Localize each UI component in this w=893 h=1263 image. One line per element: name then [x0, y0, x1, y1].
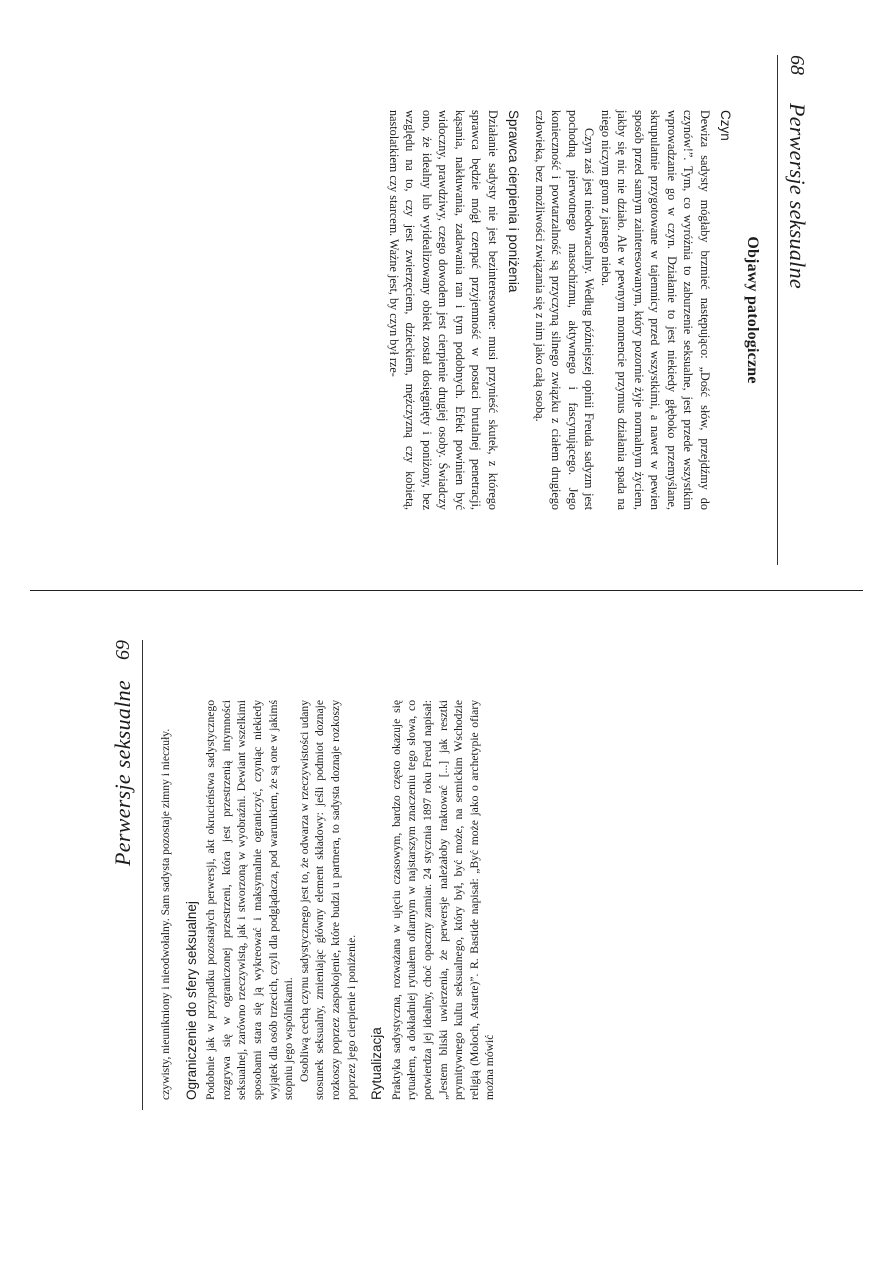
paragraph: Praktyka sadystyczna, rozważana w ujęciu czasowym, bardzo często okazuje się rytuałem, a dokładniej rytuałem ofiarnym w najstarszym znaczeniu tego słowa, co potwierdza jej idealny, choć opaczny zamiar. 24 stycznia 1897 roku Freud napisał: „Jestem bliski uwierzenia, że perwersje należałoby traktować [...] jak resztki prymitywnego kultu seksualnego, który był, być może, na semickim Wschodzie religią (Moloch, Astarte)”. R. Bastide napisał: „Być może jako o archetypie ofiary można mówić	[389, 700, 497, 1100]
section-heading: Czyn	[718, 110, 734, 141]
running-head: Perwersje seksualne	[110, 680, 135, 866]
header-rule	[777, 55, 778, 565]
page-number: 69	[112, 640, 134, 660]
page-68	[300, 55, 810, 510]
page-number: 68	[786, 55, 808, 75]
page-header	[782, 55, 810, 565]
section-heading: Rytualizacja	[369, 1027, 385, 1100]
section-heading: Ograniczenie do sfery seksualnej	[183, 901, 199, 1100]
chapter-title: Objawy patologiczne	[744, 236, 761, 384]
paragraph: Dewiza sadysty mógłaby brzmieć następująco: „Dość słów, przejdźmy do czynów!”. Tym, co wyróżnia to zaburzenie seksualne, jest przede wszystkim wprowadzanie go w czyn. Działanie to jest niekiedy głęboko przemyślane, skrupulatnie przygotowane w tajemnicy przed wszystkimi, a nawet w pewien sposób przed samym zainteresowanym, który pozornie żyje normalnym życiem, jakby się nic nie działo. Ale w pewnym momencie przymus działania spada na niego niczym grom z jasnego nieba.	[599, 110, 712, 510]
page-body	[158, 700, 498, 1100]
paragraph: Osobliwą cechą czynu sadystycznego jest to, że odwarza w rzeczywistości udany stosunek seksualny, zmieniając główny element składowy: jeśli podmiot doznaje rozkoszy poprzez zaspokojenie, które budzi u partnera, to sadysta doznaje rozkoszy poprzez jego cierpienie i poniżenie.	[297, 700, 358, 1100]
paragraph: czywisty, nieunikniony i nieodwołalny. Sam sadysta pozostaje zimny i nieczuły.	[159, 728, 172, 1100]
paragraph: Czyn zaś jest nieodwracalny. Według późniejszej opinii Freuda sadyzm jest pochodną pierwotnego masochizmu, aktywnego i fascynującego. Jego konieczność i powtarzalność są przyczyną silnego związku z ciałem drugiego człowieka, bez możliwości związania się z nim jako całą osobą.	[533, 110, 597, 510]
paragraph: Działanie sadysty nie jest bezinteresowne: musi przynieść skutek, z którego sprawca będzie mógł czerpać przyjemność w postaci brutalnej penetracji, kąsania, nakłuwania, zadawania ran i tym podobnych. Efekt powinien być widoczny, prawdziwy, czego dowodem jest cierpienie drugiej osoby. Świadczy ono, że idealny lub wyidealizowany obiekt został dosięgnięty i poniżony, bez względu na to, czy jest zwierzęciem, dzieckiem, mężczyzną czy kobietą, nastolatkiem czy starcem. Ważne jest, by czyn był rze-	[387, 110, 500, 510]
page-divider	[30, 590, 863, 591]
paragraph: Podobnie jak w przypadku pozostałych perwersji, akt okrucieństwa sadystycznego rozgrywa się w ograniczonej przestrzeni, która jest przestrzenią intymności seksualnej, zarówno rzeczywistą, jak i stworzoną w wyobraźni. Dewiant wszelkimi sposobami stara się ją wykreować i maksymalnie ograniczyć, czyniąc niekiedy wyjątek dla osób trzecich, czyli dla podglądacza, pod warunkiem, że są one w jakimś stopniu jego wspólnikami.	[204, 700, 296, 1100]
running-head: Perwersje seksualne	[785, 103, 810, 289]
section-heading: Sprawca cierpienia i poniżenia	[506, 110, 522, 293]
header-rule	[142, 640, 143, 1110]
page-header	[110, 640, 138, 1110]
page-body	[386, 110, 761, 510]
page-69	[110, 640, 530, 1110]
